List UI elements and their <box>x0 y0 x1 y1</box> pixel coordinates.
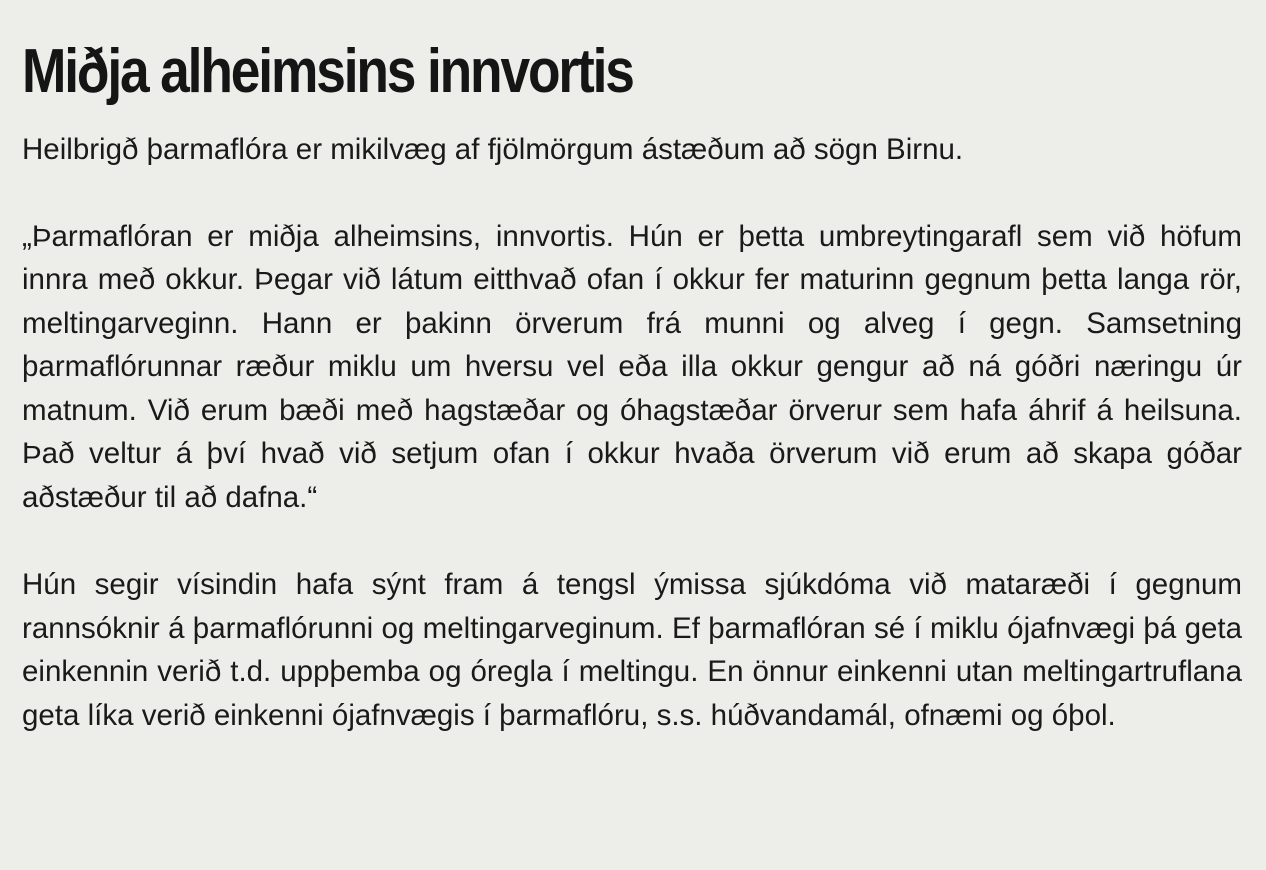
quote-paragraph: „Þarmaflóran er miðja alheimsins, innvortis. Hún er þetta umbreytingarafl sem við höfum innra með okkur. Þegar við látum eitthvað ofan í okkur fer maturinn gegnum þetta langa rör, meltingarveginn. Hann er þakinn örverum frá munni og alveg í gegn. Samsetning þarmaflórunnar ræður miklu um hversu vel eða illa okkur gengur að ná góðri næringu úr matnum. Við erum bæði með hagstæðar og óhagstæðar örverur sem hafa áhrif á heilsuna. Það veltur á því hvað við setjum ofan í okkur hvaða örverum við erum að skapa góðar aðstæður til að dafna.“ <box>22 219 1242 514</box>
article <box>22 28 1242 737</box>
body-paragraph: Hún segir vísindin hafa sýnt fram á tengsl ýmissa sjúkdóma við mataræði í gegnum rannsóknir á þarmaflórunni og meltingarveginum. Ef þarmaflóran sé í miklu ójafnvægi þá geta einkennin verið t.d. uppþemba og óregla í meltingu. En önnur einkenni utan meltingartruflana geta líka verið einkenni ójafnvægis í þarmaflóru, s.s. húðvandamál, ofnæmi og óþol. <box>22 568 1242 732</box>
headline: Miðja alheimsins innvortis <box>22 37 633 106</box>
lead-paragraph: Heilbrigð þarmaflóra er mikilvæg af fjölmörgum ástæðum að sögn Birnu. <box>22 133 964 166</box>
